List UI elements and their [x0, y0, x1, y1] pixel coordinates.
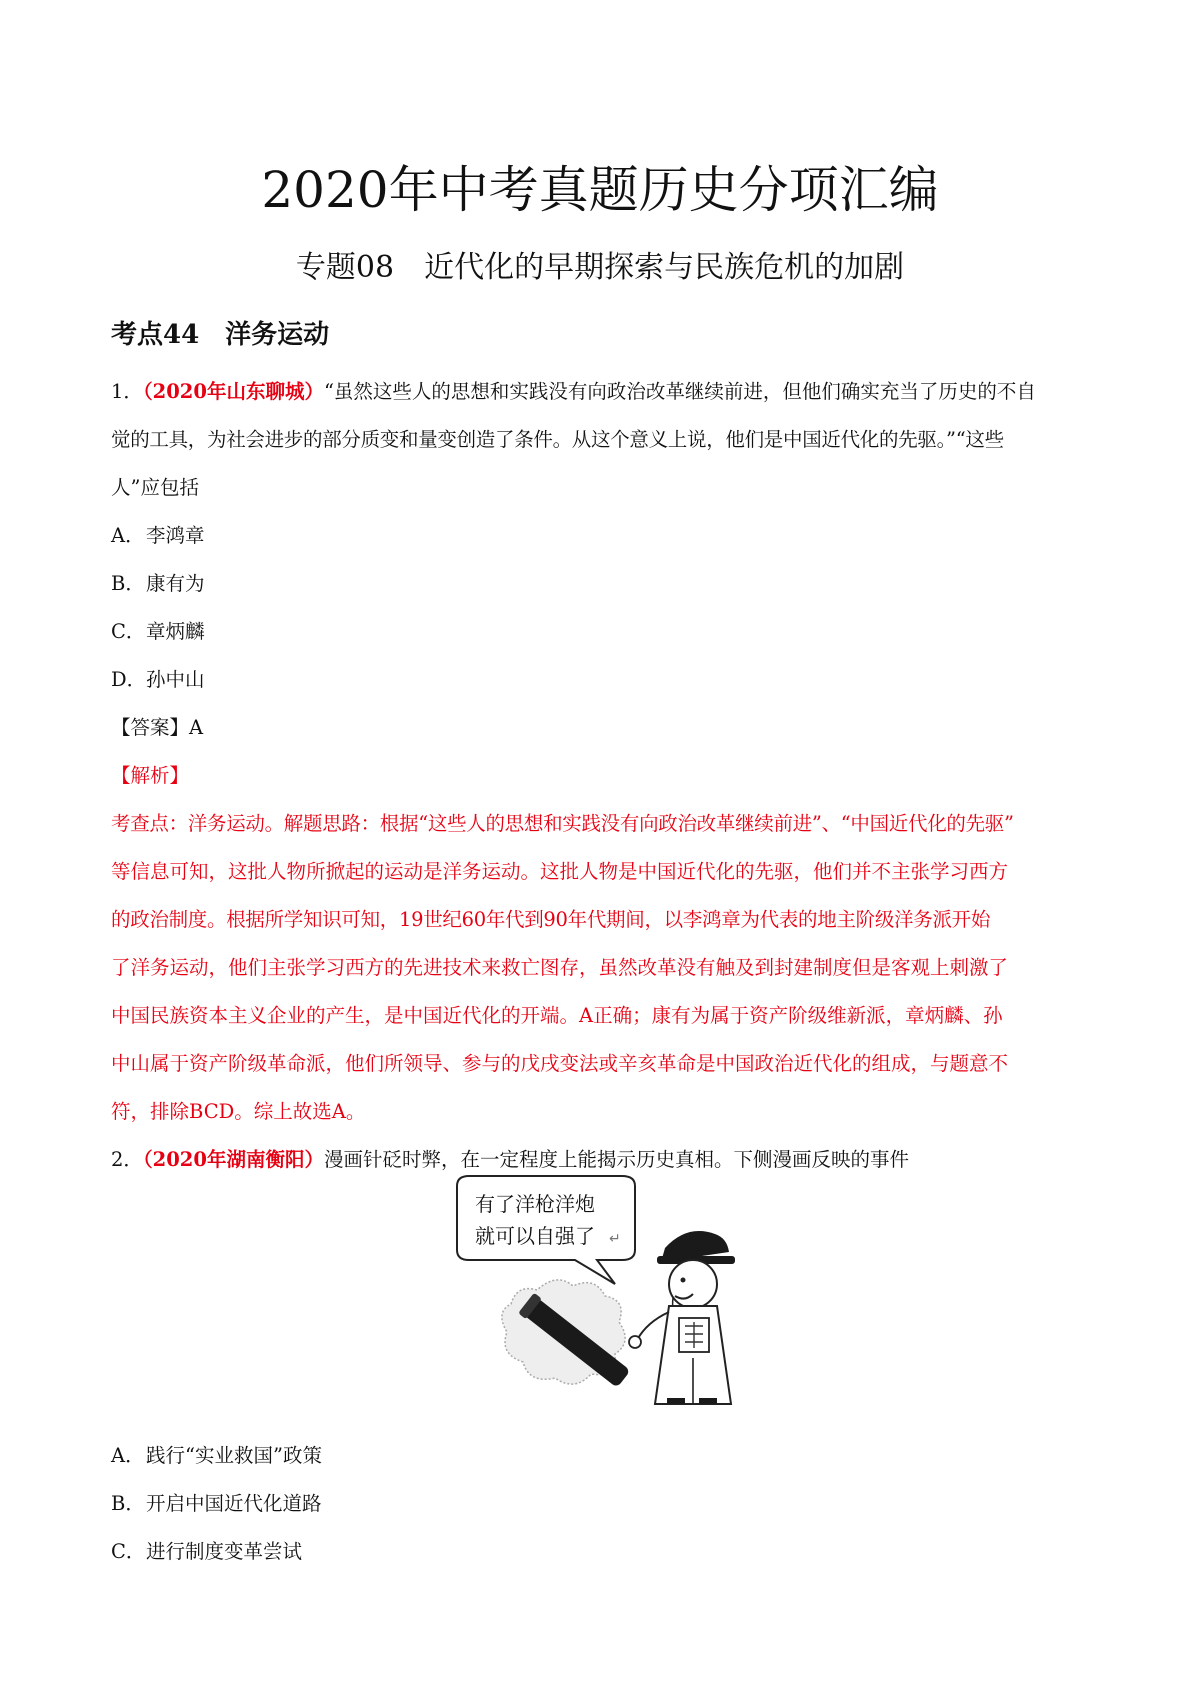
- question-1: [111, 368, 1096, 1184]
- analysis-line: 中国民族资本主义企业的产生，是中国近代化的开端。A正确；康有为属于资产阶级维新派，章炳麟、孙: [111, 1004, 1003, 1027]
- question-2-number: 2．: [111, 1148, 143, 1171]
- official-figure: [629, 1231, 735, 1404]
- question-1-option-c: C．章炳麟: [111, 620, 205, 643]
- analysis-line: 的政治制度。根据所学知识可知，19世纪60年代到90年代期间，以李鸿章为代表的地主阶级洋务派开始: [111, 908, 991, 931]
- section-heading: 考点44 洋务运动: [111, 320, 330, 350]
- question-2-option-a: A．践行“实业救国”政策: [111, 1444, 322, 1467]
- question-1-option-b: B．康有为: [111, 572, 205, 595]
- question-1-option-a: A．李鸿章: [111, 524, 205, 547]
- return-mark: ↵: [609, 1231, 621, 1247]
- page-title: 2020年中考真题历史分项汇编: [261, 161, 939, 219]
- question-1-stem-line-2: 觉的工具，为社会进步的部分质变和量变创造了条件。从这个意义上说，他们是中国近代化的先驱。”“这些: [111, 428, 1004, 451]
- question-2-options: [111, 1432, 1096, 1576]
- official-with-cannon-illustration-icon: [447, 1172, 762, 1407]
- analysis-line: 等信息可知，这批人物所掀起的运动是洋务运动。这批人物是中国近代化的先驱，他们并不主张学习西方: [111, 860, 1009, 883]
- speech-line-2: 就可以自强了: [475, 1224, 595, 1248]
- cartoon-illustration: [447, 1172, 762, 1407]
- question-1-stem-line-1: “虽然这些人的思想和实践没有向政治改革继续前进，但他们确实充当了历史的不自: [323, 380, 1036, 403]
- question-2-option-b: B．开启中国近代化道路: [111, 1492, 322, 1515]
- question-2-option-c: C．进行制度变革尝试: [111, 1540, 303, 1563]
- question-2-stem: 2．（2020年湖南衡阳）漫画针砭时弊，在一定程度上能揭示历史真相。下侧漫画反映的事件: [111, 1148, 909, 1171]
- analysis-line: 了洋务运动，他们主张学习西方的先进技术来救亡图存，虽然改革没有触及到封建制度但是客观上刺激了: [111, 956, 1009, 979]
- analysis-line: 符，排除BCD。综上故选A。: [111, 1100, 366, 1123]
- page-subtitle: 专题08 近代化的早期探索与民族危机的加剧: [295, 250, 905, 285]
- question-2-source: （2020年湖南衡阳）: [142, 1148, 324, 1171]
- question-1-answer: 【答案】A: [111, 716, 204, 739]
- question-1-analysis-heading: 【解析】: [111, 764, 190, 787]
- analysis-line: 中山属于资产阶级革命派，他们所领导、参与的戊戌变法或辛亥革命是中国政治近代化的组成，与题意不: [111, 1052, 1009, 1075]
- question-1-stem: [111, 368, 1096, 416]
- speech-line-1: 有了洋枪洋炮: [475, 1192, 595, 1216]
- analysis-line: 考查点：洋务运动。解题思路：根据“这些人的思想和实践没有向政治改革继续前进”、“中国近代化的先驱”: [111, 812, 1014, 835]
- question-1-source: （2020年山东聊城）: [142, 380, 324, 403]
- question-1-stem-line-3: 人”应包括: [111, 476, 199, 499]
- question-1-option-d: D．孙中山: [111, 668, 205, 691]
- question-1-number: 1．: [111, 380, 143, 403]
